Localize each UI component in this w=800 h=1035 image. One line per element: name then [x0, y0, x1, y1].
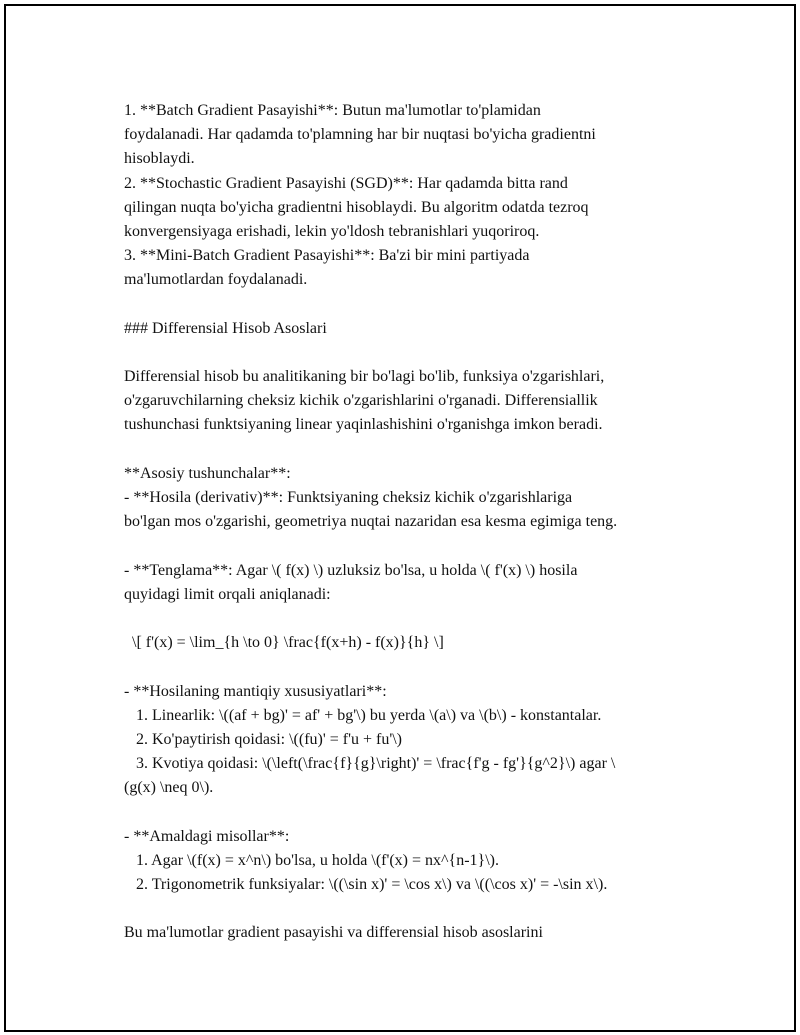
- text-line: (g(x) \neq 0\).: [124, 779, 214, 797]
- text-line: ma'lumotlardan foydalanadi.: [124, 271, 308, 289]
- text-line: \[ f'(x) = \lim_{h \to 0} \frac{f(x+h) - f(x)}{h} \]: [124, 634, 444, 652]
- text-line: - **Amaldagi misollar**:: [124, 827, 290, 845]
- text-line: 2. Trigonometrik funksiyalar: \((\sin x)' = \cos x\) va \((\cos x)' = -\sin x\).: [124, 876, 608, 893]
- text-line: 2. **Stochastic Gradient Pasayishi (SGD)**: Har qadamda bitta rand: [124, 174, 568, 192]
- text-line: hisoblaydi.: [124, 150, 195, 168]
- text-line: - **Hosila (derivativ)**: Funktsiyaning cheksiz kichik o'zgarishlariga: [124, 489, 573, 506]
- text-line: 3. Kvotiya qoidasi: \(\left(\frac{f}{g}\right)' = \frac{f'g - fg'}{g^2}\) agar \: [124, 755, 616, 773]
- blank-line: [124, 293, 684, 317]
- text-line: 2. Ko'paytirish qoidasi: \((fu)' = f'u + fu'\): [124, 730, 402, 748]
- blank-line: [124, 534, 684, 558]
- text-line: 1. Agar \(f(x) = x^n\) bo'lsa, u holda \(f'(x) = nx^{n-1}\).: [124, 851, 499, 869]
- text-line: Bu ma'lumotlar gradient pasayishi va differensial hisob asoslarini: [124, 924, 543, 942]
- text-line: bo'lgan mos o'zgarishi, geometriya nuqtai nazaridan esa kesma egimiga teng.: [124, 513, 618, 531]
- document-body: [124, 99, 684, 946]
- text-line: 3. **Mini-Batch Gradient Pasayishi**: Ba'zi bir mini partiyada: [124, 247, 530, 265]
- blank-line: [124, 607, 684, 631]
- text-line: 1. **Batch Gradient Pasayishi**: Butun ma'lumotlar to'plamidan: [124, 102, 541, 119]
- text-line: quyidagi limit orqali aniqlanadi:: [124, 585, 331, 603]
- blank-line: [124, 655, 684, 679]
- text-line: tushunchasi funktsiyaning linear yaqinlashishini o'rganishga imkon beradi.: [124, 416, 603, 434]
- text-line: o'zgaruvchilarning cheksiz kichik o'zgarishlarini o'rganadi. Differensiallik: [124, 392, 598, 410]
- blank-line: [124, 800, 684, 824]
- text-line: **Asosiy tushunchalar**:: [124, 464, 291, 482]
- page-frame: [4, 4, 796, 1032]
- text-line: - **Tenglama**: Agar \( f(x) \) uzluksiz bo'lsa, u holda \( f'(x) \) hosila: [124, 561, 578, 579]
- blank-line: [124, 897, 684, 921]
- text-line: konvergensiyaga erishadi, lekin yo'ldosh tebranishlari yuqoriroq.: [124, 222, 540, 240]
- text-line: qilingan nuqta bo'yicha gradientni hisoblaydi. Bu algoritm odatda tezroq: [124, 198, 589, 216]
- blank-line: [124, 341, 684, 365]
- text-line: 1. Linearlik: \((af + bg)' = af' + bg'\) bu yerda \(a\) va \(b\) - konstantalar.: [124, 706, 602, 724]
- text-line: - **Hosilaning mantiqiy xususiyatlari**:: [124, 682, 387, 700]
- text-line: foydalanadi. Har qadamda to'plamning har bir nuqtasi bo'yicha gradientni: [124, 126, 596, 144]
- text-line: Differensial hisob bu analitikaning bir bo'lagi bo'lib, funksiya o'zgarishlari,: [124, 368, 605, 386]
- text-line: ### Differensial Hisob Asoslari: [124, 319, 327, 337]
- blank-line: [124, 438, 684, 462]
